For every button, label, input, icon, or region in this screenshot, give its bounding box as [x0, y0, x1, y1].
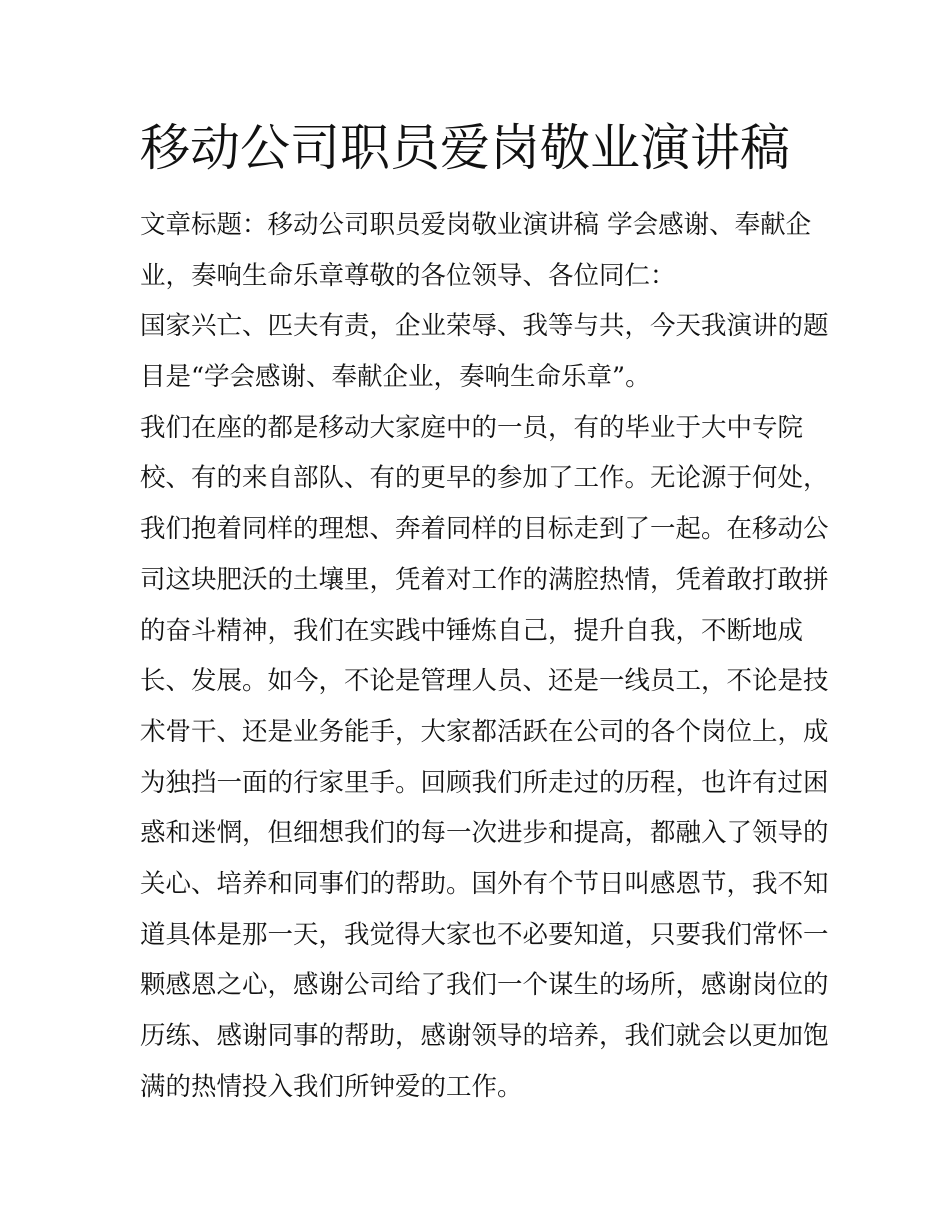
body-line: 校、有的来自部队、有的更早的参加了工作。无论源于何处， — [140, 463, 829, 494]
body-line: 关心、培养和同事们的帮助。国外有个节日叫感恩节，我不知 — [140, 868, 829, 899]
body-line: 术骨干、还是业务能手，大家都活跃在公司的各个岗位上，成 — [140, 716, 829, 747]
body-line: 道具体是那一天，我觉得大家也不必要知道，只要我们常怀一 — [140, 919, 829, 950]
body-line: 目是“学会感谢、奉献企业，奏响生命乐章”。 — [140, 362, 651, 393]
body-line: 历练、感谢同事的帮助，感谢领导的培养，我们就会以更加饱 — [140, 1021, 829, 1051]
body-line: 我们在座的都是移动大家庭中的一员，有的毕业于大中专院 — [140, 412, 804, 443]
body-line: 业，奏响生命乐章尊敬的各位领导、各位同仁： — [140, 260, 676, 291]
body-line: 司这块肥沃的土壤里，凭着对工作的满腔热情，凭着敢打敢拼 — [140, 564, 829, 595]
body-line: 国家兴亡、匹夫有责，企业荣辱、我等与共，今天我演讲的题 — [140, 311, 829, 342]
body-line: 惑和迷惘，但细想我们的每一次进步和提高，都融入了领导的 — [140, 818, 829, 849]
body-line: 为独挡一面的行家里手。回顾我们所走过的历程，也许有过困 — [140, 767, 829, 798]
body-line: 我们抱着同样的理想、奔着同样的目标走到了一起。在移动公 — [140, 514, 829, 545]
body-line: 长、发展。如今，不论是管理人员、还是一线员工，不论是技 — [140, 666, 829, 697]
document-title: 移动公司职员爱岗敬业演讲稿 — [140, 119, 790, 177]
body-line: 文章标题：移动公司职员爱岗敬业演讲稿 学会感谢、奉献企 — [140, 210, 812, 240]
body-line: 颗感恩之心，感谢公司给了我们一个谋生的场所，感谢岗位的 — [140, 970, 829, 1001]
document-body — [140, 200, 829, 1112]
body-line: 满的热情投入我们所钟爱的工作。 — [140, 1071, 523, 1102]
body-line: 的奋斗精神，我们在实践中锤炼自己，提升自我，不断地成 — [140, 615, 804, 646]
